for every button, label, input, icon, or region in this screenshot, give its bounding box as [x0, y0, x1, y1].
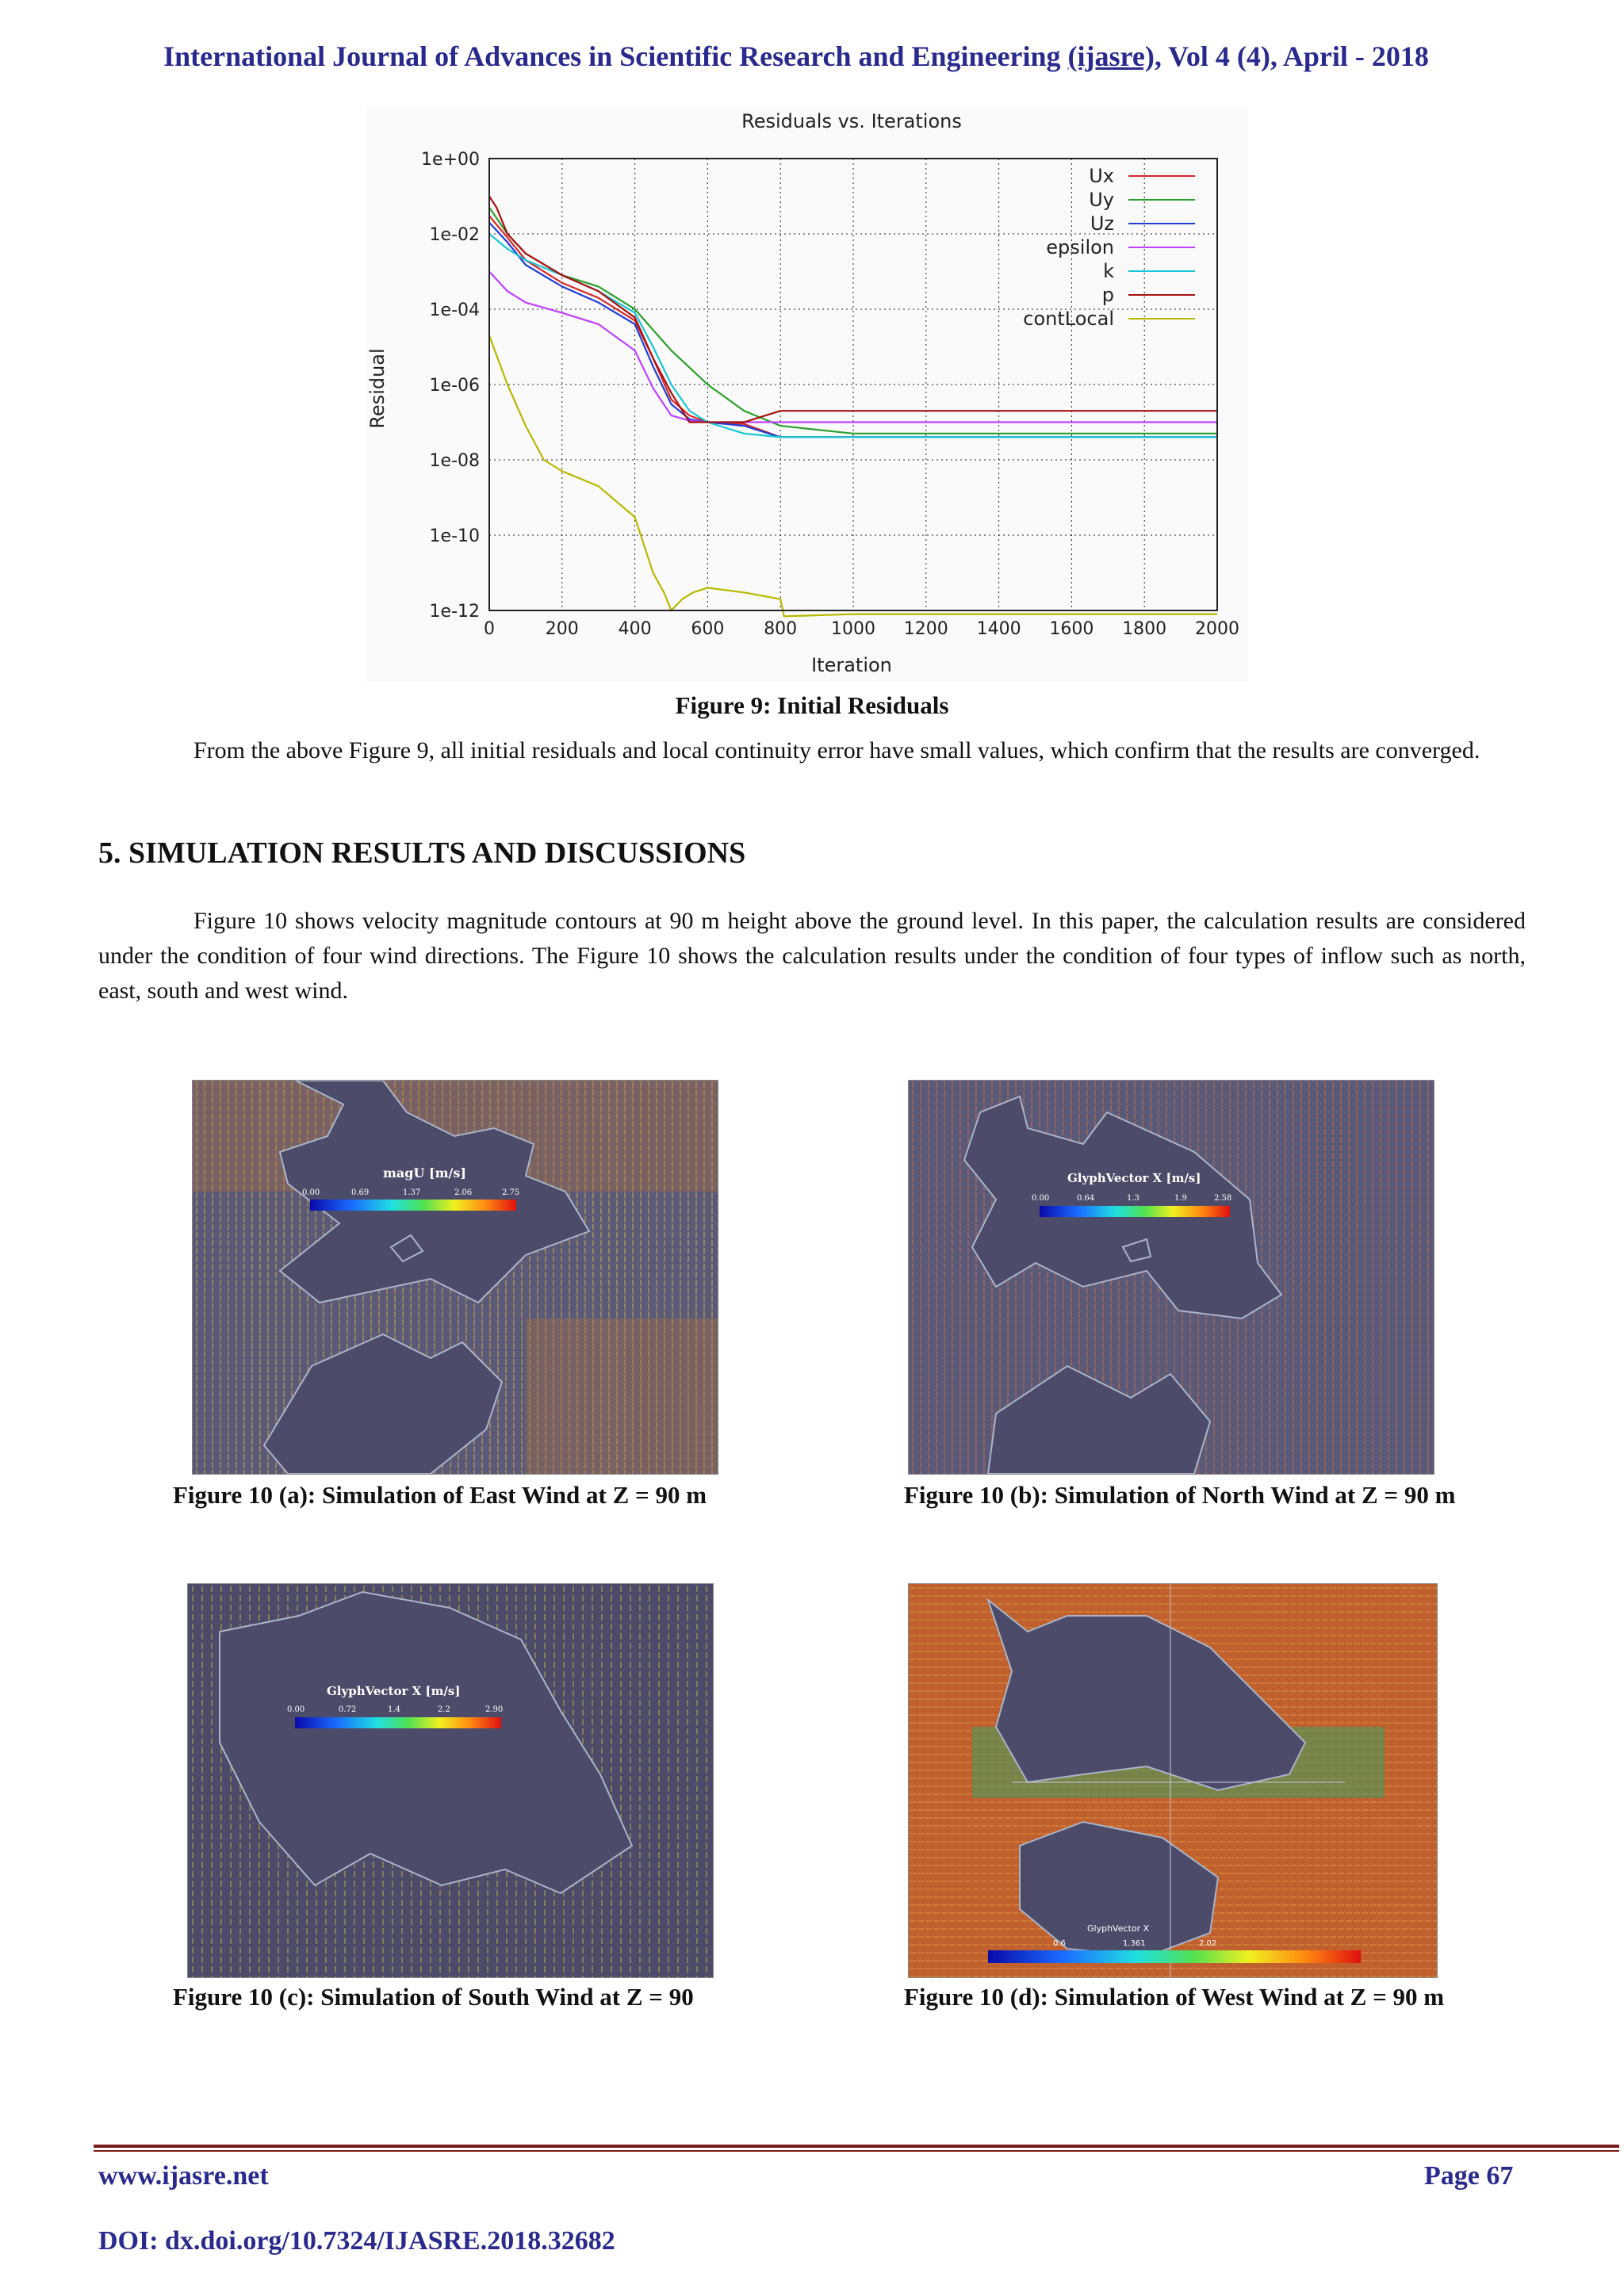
footer-rule	[94, 2145, 1619, 2148]
colorbar-tick: 0.00	[1032, 1194, 1050, 1203]
legend-label: contLocal	[1023, 308, 1114, 330]
journal-issue: Vol 4 (4), April - 2018	[1161, 40, 1429, 72]
figure10a-image	[192, 1080, 718, 1475]
x-axis-label: Iteration	[811, 654, 892, 676]
x-tick-label: 1800	[1122, 619, 1167, 639]
legend-label: epsilon	[1046, 236, 1114, 258]
colorbar-tick: 1.9	[1174, 1194, 1187, 1203]
figure10b-caption: Figure 10 (b): Simulation of North Wind at Z = 90 m	[904, 1481, 1456, 1509]
legend-label: Uy	[1089, 189, 1114, 211]
y-tick-label: 1e+00	[421, 150, 480, 170]
colorbar-tick: 2.75	[502, 1188, 520, 1197]
colorbar-tick: 2.2	[438, 1705, 450, 1714]
figure10d-caption: Figure 10 (d): Simulation of West Wind at Z = 90 m	[904, 1983, 1445, 2011]
y-axis-label: Residual	[366, 348, 389, 429]
legend-label: Uz	[1090, 212, 1114, 235]
colorbar-tick: 1.361	[1123, 1939, 1146, 1948]
y-tick-label: 1e-04	[429, 300, 480, 320]
chart-ticks	[421, 150, 1239, 639]
figure10d-image	[908, 1583, 1438, 1978]
x-tick-label: 0	[484, 619, 495, 639]
colorbar-tick: 0.6	[1053, 1939, 1066, 1948]
chart-legend	[1023, 165, 1195, 330]
figure10c-colorbar	[295, 1717, 501, 1728]
x-tick-label: 2000	[1195, 619, 1239, 639]
figure10d-svg	[909, 1584, 1437, 1977]
journal-name: International Journal of Advances in Scientific Research and Engineering	[163, 40, 1068, 72]
paragraph-results: Figure 10 shows velocity magnitude contours at 90 m height above the ground level. In this paper, the calculation results are considered under the condition of four wind directions. The Figure 10 shows the calculation results under the condition of four types of inflow such as north, east, south and west wind.	[98, 908, 1526, 1004]
figure10d-colorbar-title: GlyphVector X	[1087, 1923, 1150, 1934]
colorbar-tick: 0.69	[351, 1188, 370, 1197]
section-title: 5. SIMULATION RESULTS AND DISCUSSIONS	[98, 836, 746, 870]
figure10a-colorbar	[310, 1200, 516, 1211]
colorbar-tick: 0.00	[302, 1188, 320, 1197]
figure10a-colorbar-title: magU [m/s]	[383, 1165, 466, 1181]
chart-title: Residuals vs. Iterations	[741, 110, 962, 132]
figure9-caption: Figure 9: Initial Residuals	[675, 691, 949, 719]
figure10c-svg	[188, 1584, 713, 1977]
x-tick-label: 200	[545, 619, 579, 639]
footer-website[interactable]: www.ijasre.net	[98, 2161, 269, 2191]
colorbar-tick: 1.4	[388, 1705, 400, 1714]
figure10b-colorbar-title: GlyphVector X [m/s]	[1067, 1171, 1201, 1185]
figure10c-caption: Figure 10 (c): Simulation of South Wind at Z = 90	[173, 1983, 694, 2011]
residuals-chart	[366, 107, 1248, 682]
x-tick-label: 400	[618, 619, 652, 639]
figure10b-image	[908, 1080, 1434, 1475]
legend-label: Ux	[1089, 165, 1114, 187]
colorbar-tick: 0.00	[287, 1705, 305, 1714]
y-tick-label: 1e-12	[429, 602, 480, 622]
colorbar-tick: 2.90	[485, 1705, 504, 1714]
journal-link[interactable]: (ijasre),	[1067, 40, 1162, 72]
figure10b-svg	[909, 1081, 1434, 1474]
colorbar-tick: 0.72	[339, 1705, 357, 1714]
x-tick-label: 1400	[976, 619, 1021, 639]
residuals-chart-svg	[366, 107, 1248, 682]
x-tick-label: 1200	[903, 619, 948, 639]
y-tick-label: 1e-02	[429, 225, 480, 245]
footer-page-number: Page 67	[1424, 2161, 1514, 2191]
colorbar-tick: 1.3	[1127, 1194, 1139, 1203]
colorbar-tick: 2.02	[1199, 1939, 1217, 1948]
legend-label: k	[1103, 260, 1114, 282]
footer-doi[interactable]: DOI: dx.doi.org/10.7324/IJASRE.2018.32682	[98, 2226, 615, 2256]
legend-label: p	[1101, 284, 1114, 306]
x-tick-label: 1000	[831, 619, 875, 639]
figure10b-colorbar	[1040, 1206, 1230, 1217]
footer-rule-thin	[94, 2150, 1619, 2152]
figure10a-svg	[193, 1081, 718, 1474]
colorbar-tick: 2.58	[1214, 1194, 1232, 1203]
figure10a-caption: Figure 10 (a): Simulation of East Wind at Z = 90 m	[173, 1481, 707, 1509]
figure10c-colorbar-title: GlyphVector X [m/s]	[327, 1684, 461, 1698]
colorbar-tick: 2.06	[454, 1188, 473, 1197]
y-tick-label: 1e-10	[429, 526, 480, 546]
y-tick-label: 1e-08	[429, 451, 480, 471]
y-tick-label: 1e-06	[429, 376, 480, 396]
x-tick-label: 800	[764, 619, 798, 639]
x-tick-label: 1600	[1049, 619, 1094, 639]
colorbar-tick: 0.64	[1077, 1194, 1095, 1203]
journal-header	[0, 40, 1592, 73]
paragraph-convergence: From the above Figure 9, all initial residuals and local continuity error have small values, which confirm that the results are converged.	[193, 737, 1480, 763]
figure10d-colorbar	[988, 1950, 1361, 1963]
figure10c-image	[187, 1583, 714, 1978]
x-tick-label: 600	[691, 619, 725, 639]
colorbar-tick: 1.37	[403, 1188, 421, 1197]
